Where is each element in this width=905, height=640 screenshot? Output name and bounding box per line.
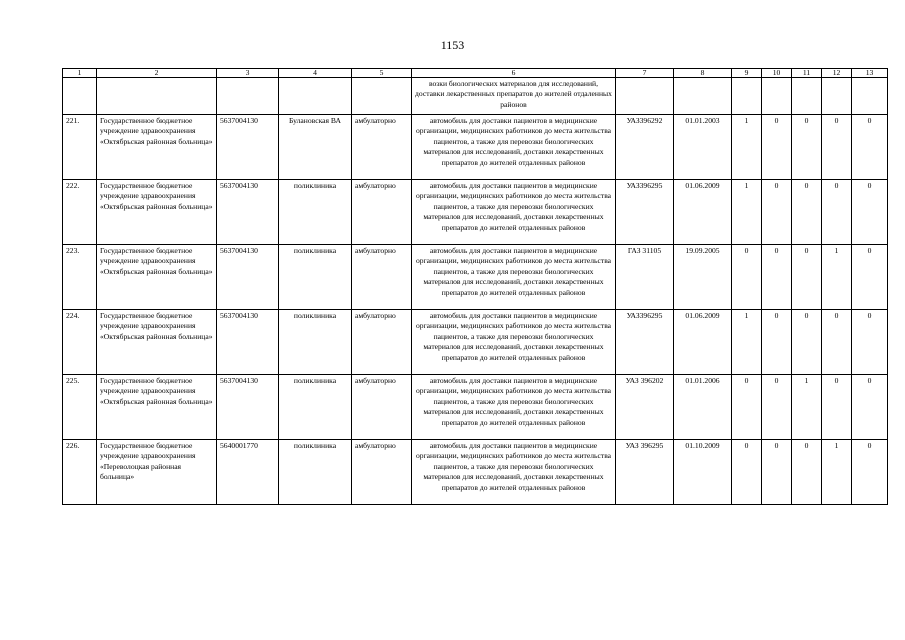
cell-c10: 0 <box>762 245 792 310</box>
cell-c13: 0 <box>852 245 888 310</box>
cell-code: 5640001770 <box>217 440 279 505</box>
cell-purpose: автомобиль для доставки пациентов в медицинские организации, медицинских работников до места жительства пациентов, а также для перевозки биологических материалов для исследований, доставки лекарственных препаратов до жителей отдаленных районов <box>412 375 616 440</box>
cell-num: 223. <box>63 245 97 310</box>
cell-num: 225. <box>63 375 97 440</box>
cell-num: 226. <box>63 440 97 505</box>
cell-c13: 0 <box>852 440 888 505</box>
cell-num <box>63 78 97 115</box>
cell-c10: 0 <box>762 180 792 245</box>
cell-model: УАЗ 396295 <box>616 440 674 505</box>
column-header-13: 13 <box>852 69 888 78</box>
cell-c11: 0 <box>792 310 822 375</box>
column-header-4: 4 <box>279 69 352 78</box>
table-row <box>63 440 888 505</box>
column-header-3: 3 <box>217 69 279 78</box>
page-number: 1153 <box>440 38 465 52</box>
table-row <box>63 115 888 180</box>
cell-type <box>352 78 412 115</box>
cell-institution: Государственное бюджетное учреждение здравоохранения «Октябрьская районная больница» <box>97 180 217 245</box>
cell-institution <box>97 78 217 115</box>
cell-type: амбулаторно <box>352 115 412 180</box>
cell-date: 19.09.2005 <box>674 245 732 310</box>
column-header-12: 12 <box>822 69 852 78</box>
cell-unit: поликлиника <box>279 310 352 375</box>
table-row-continuation <box>63 78 888 115</box>
cell-code: 5637004130 <box>217 245 279 310</box>
cell-code: 5637004130 <box>217 180 279 245</box>
cell-c9: 1 <box>732 180 762 245</box>
cell-unit <box>279 78 352 115</box>
cell-c12: 0 <box>822 375 852 440</box>
cell-purpose: автомобиль для доставки пациентов в медицинские организации, медицинских работников до места жительства пациентов, а также для перевозки биологических материалов для исследований, доставки лекарственных препаратов до жителей отдаленных районов <box>412 115 616 180</box>
cell-purpose: возки биологических материалов для исследований, доставки лекарственных препаратов до жителей отдаленных районов <box>412 78 616 115</box>
cell-num: 224. <box>63 310 97 375</box>
cell-c9: 0 <box>732 375 762 440</box>
cell-model: УАЗ396292 <box>616 115 674 180</box>
cell-code: 5637004130 <box>217 115 279 180</box>
cell-type: амбулаторно <box>352 180 412 245</box>
cell-model: УАЗ396295 <box>616 180 674 245</box>
cell-num: 221. <box>63 115 97 180</box>
cell-c12 <box>822 78 852 115</box>
cell-unit: Булановская ВА <box>279 115 352 180</box>
cell-type: амбулаторно <box>352 440 412 505</box>
cell-institution: Государственное бюджетное учреждение здравоохранения «Переволоцкая районная больница» <box>97 440 217 505</box>
cell-code: 5637004130 <box>217 310 279 375</box>
cell-type: амбулаторно <box>352 310 412 375</box>
cell-model: ГАЗ 31105 <box>616 245 674 310</box>
column-header-8: 8 <box>674 69 732 78</box>
cell-c10: 0 <box>762 440 792 505</box>
table-row <box>63 245 888 310</box>
cell-institution: Государственное бюджетное учреждение здравоохранения «Октябрьская районная больница» <box>97 310 217 375</box>
cell-institution: Государственное бюджетное учреждение здравоохранения «Октябрьская районная больница» <box>97 115 217 180</box>
cell-code: 5637004130 <box>217 375 279 440</box>
cell-c13: 0 <box>852 375 888 440</box>
cell-c10: 0 <box>762 375 792 440</box>
cell-unit: поликлиника <box>279 375 352 440</box>
cell-date: 01.01.2003 <box>674 115 732 180</box>
cell-c9: 1 <box>732 310 762 375</box>
cell-c9 <box>732 78 762 115</box>
column-header-6: 6 <box>412 69 616 78</box>
cell-model: УАЗ396295 <box>616 310 674 375</box>
cell-purpose: автомобиль для доставки пациентов в медицинские организации, медицинских работников до места жительства пациентов, а также для перевозки биологических материалов для исследований, доставки лекарственных препаратов до жителей отдаленных районов <box>412 310 616 375</box>
cell-date: 01.06.2009 <box>674 310 732 375</box>
column-header-11: 11 <box>792 69 822 78</box>
cell-num: 222. <box>63 180 97 245</box>
column-header-7: 7 <box>616 69 674 78</box>
table-body <box>63 78 888 505</box>
cell-c13: 0 <box>852 115 888 180</box>
cell-date: 01.01.2006 <box>674 375 732 440</box>
table-row <box>63 375 888 440</box>
cell-c12: 1 <box>822 440 852 505</box>
cell-c10 <box>762 78 792 115</box>
cell-purpose: автомобиль для доставки пациентов в медицинские организации, медицинских работников до места жительства пациентов, а также для перевозки биологических материалов для исследований, доставки лекарственных препаратов до жителей отдаленных районов <box>412 440 616 505</box>
cell-c11: 0 <box>792 180 822 245</box>
cell-unit: поликлиника <box>279 245 352 310</box>
cell-purpose: автомобиль для доставки пациентов в медицинские организации, медицинских работников до места жительства пациентов, а также для перевозки биологических материалов для исследований, доставки лекарственных препаратов до жителей отдаленных районов <box>412 245 616 310</box>
column-header-10: 10 <box>762 69 792 78</box>
cell-c12: 0 <box>822 310 852 375</box>
cell-date: 01.06.2009 <box>674 180 732 245</box>
column-header-9: 9 <box>732 69 762 78</box>
column-header-5: 5 <box>352 69 412 78</box>
cell-c10: 0 <box>762 310 792 375</box>
cell-c11 <box>792 78 822 115</box>
cell-c9: 0 <box>732 440 762 505</box>
cell-c13: 0 <box>852 180 888 245</box>
cell-unit: поликлиника <box>279 180 352 245</box>
cell-type: амбулаторно <box>352 375 412 440</box>
cell-type: амбулаторно <box>352 245 412 310</box>
cell-c11: 0 <box>792 245 822 310</box>
cell-c11: 0 <box>792 115 822 180</box>
cell-c11: 0 <box>792 440 822 505</box>
cell-code <box>217 78 279 115</box>
cell-model: УАЗ 396202 <box>616 375 674 440</box>
cell-c11: 1 <box>792 375 822 440</box>
cell-purpose: автомобиль для доставки пациентов в медицинские организации, медицинских работников до места жительства пациентов, а также для перевозки биологических материалов для исследований, доставки лекарственных препаратов до жителей отдаленных районов <box>412 180 616 245</box>
cell-unit: поликлиника <box>279 440 352 505</box>
cell-c9: 0 <box>732 245 762 310</box>
cell-c13: 0 <box>852 310 888 375</box>
table-row <box>63 180 888 245</box>
cell-date: 01.10.2009 <box>674 440 732 505</box>
table-header <box>63 69 888 78</box>
cell-c10: 0 <box>762 115 792 180</box>
table-row <box>63 310 888 375</box>
cell-institution: Государственное бюджетное учреждение здравоохранения «Октябрьская районная больница» <box>97 375 217 440</box>
column-header-2: 2 <box>97 69 217 78</box>
cell-c12: 1 <box>822 245 852 310</box>
cell-c12: 0 <box>822 115 852 180</box>
cell-c12: 0 <box>822 180 852 245</box>
cell-date <box>674 78 732 115</box>
registry-table <box>62 68 888 505</box>
cell-institution: Государственное бюджетное учреждение здравоохранения «Октябрьская районная больница» <box>97 245 217 310</box>
cell-c9: 1 <box>732 115 762 180</box>
cell-model <box>616 78 674 115</box>
cell-c13 <box>852 78 888 115</box>
column-header-1: 1 <box>63 69 97 78</box>
